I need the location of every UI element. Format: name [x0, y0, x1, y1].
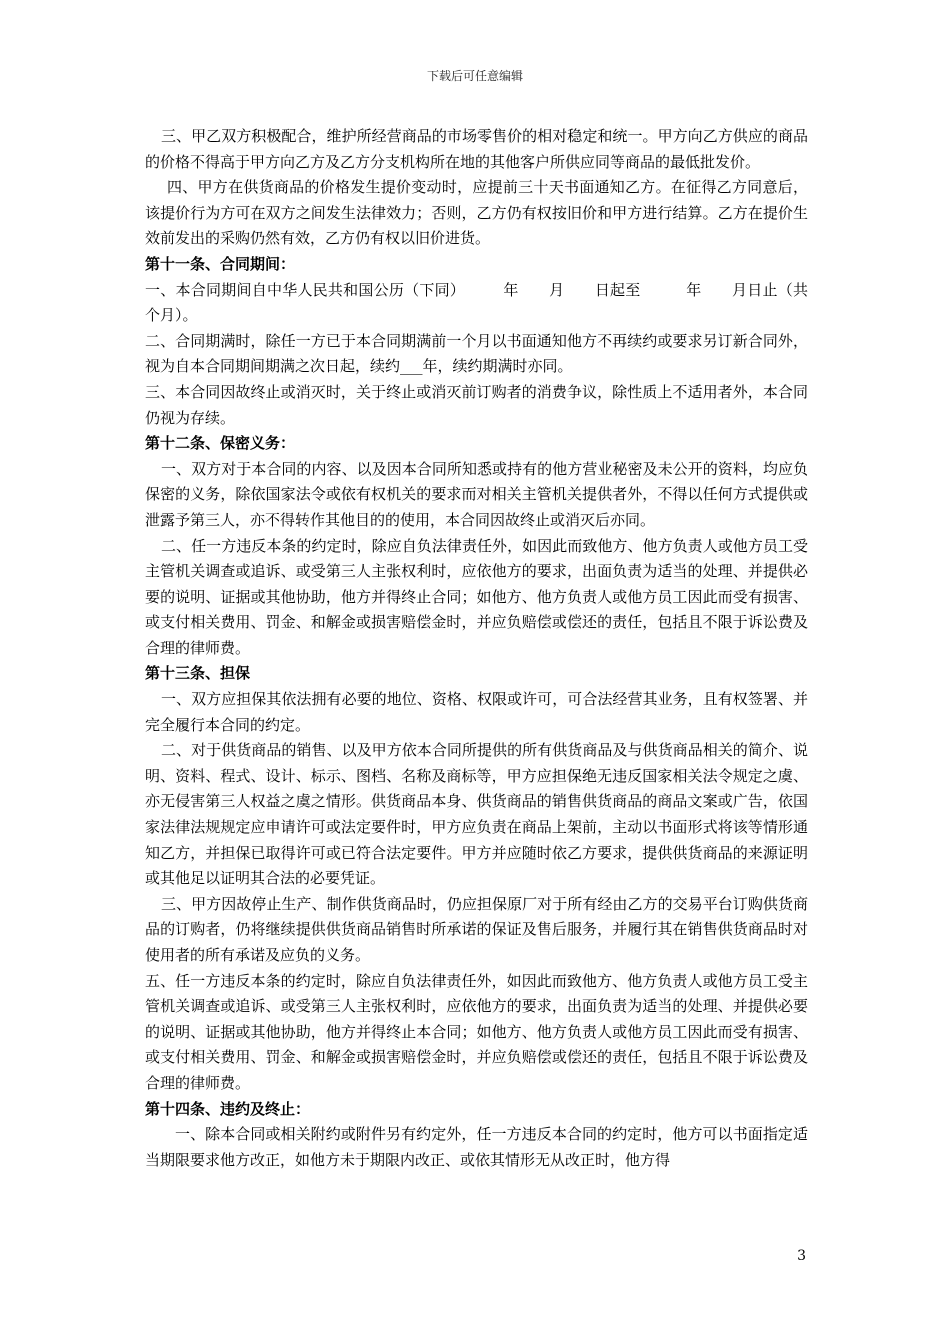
document-body: [145, 124, 824, 1173]
section-heading: 第十三条、担保: [145, 664, 251, 683]
paragraph: 五、任一方违反本条的约定时，除应自负法律责任外，如因此而致他方、他方负责人或他方员工受主管机关调查或追诉、或受第三人主张权利时，应依他方的要求，出面负责为适当的处理、并提供必要的说明、证据或其他协助，他方并得终止本合同；如他方、他方负责人或他方员工因此而受有损害、或支付相关费用、罚金、和解金或损害赔偿金时，并应负赔偿或偿还的责任，包括且不限于诉讼费及合理的律师费。: [145, 971, 808, 1092]
section-heading: 第十四条、违约及终止：: [145, 1099, 311, 1118]
page-header: 下载后可任意编辑: [426, 69, 523, 83]
paragraph: 三、本合同因故终止或消灭时，关于终止或消灭前订购者的消费争议，除性质上不适用者外，本合同仍视为存续。: [145, 382, 808, 427]
paragraph: 一、本合同期间自中华人民共和国公历（下同） 年 月 日起至 年 月日止（共 个月）。: [145, 280, 824, 325]
paragraph: 三、甲乙双方积极配合，维护所经营商品的市场零售价的相对稳定和统一。甲方向乙方供应的商品的价格不得高于甲方向乙方及乙方分支机构所在地的其他客户所供应同等商品的最低批发价。: [145, 127, 808, 171]
paragraph: 四、甲方在供货商品的价格发生提价变动时，应提前三十天书面通知乙方。在征得乙方同意后，该提价行为方可在双方之间发生法律效力；否则，乙方仍有权按旧价和甲方进行结算。乙方在提价生效前发出的采购仍然有效，乙方仍有权以旧价进货。: [145, 178, 808, 248]
paragraph: 二、对于供货商品的销售、以及甲方依本合同所提供的所有供货商品及与供货商品相关的简介、说明、资料、程式、设计、标示、图档、名称及商标等，甲方应担保绝无违反国家相关法令规定之虞、亦无侵害第三人权益之虞之情形。供货商品本身、供货商品的销售供货商品的商品文案或广告，依国家法律法规规定应申请许可或法定要件时，甲方应负责在商品上架前，主动以书面形式将该等情形通知乙方，并担保已取得许可或已符合法定要件。甲方并应随时依乙方要求，提供供货商品的来源证明或其他足以证明其合法的必要凭证。: [145, 741, 808, 888]
page-number: 3: [797, 1248, 806, 1264]
paragraph: 二、任一方违反本条的约定时，除应自负法律责任外，如因此而致他方、他方负责人或他方员工受主管机关调查或追诉、或受第三人主张权利时，应依他方的要求，出面负责为适当的处理、并提供必要的说明、证据或其他协助，他方并得终止合同；如他方、他方负责人或他方员工因此而受有损害、或支付相关费用、罚金、和解金或损害赔偿金时，并应负赔偿或偿还的责任，包括且不限于诉讼费及合理的律师费。: [145, 536, 808, 657]
section-heading: 第十二条、保密义务：: [145, 434, 296, 453]
paragraph: 二、合同期满时，除任一方已于本合同期满前一个月以书面通知他方不再续约或要求另订新合同外，视为自本合同期间期满之次日起，续约___年，续约期满时亦同。: [145, 331, 808, 376]
paragraph: 一、除本合同或相关附约或附件另有约定外，任一方违反本合同的约定时，他方可以书面指定适当期限要求他方改正，如他方未于期限内改正、或依其情形无从改正时，他方得: [145, 1125, 808, 1169]
paragraph: 三、甲方因故停止生产、制作供货商品时，仍应担保原厂对于所有经由乙方的交易平台订购供货商品的订购者，仍将继续提供供货商品销售时所承诺的保证及售后服务，并履行其在销售供货商品时对使用者的所有承诺及应负的义务。: [145, 894, 808, 964]
paragraph: 一、双方应担保其依法拥有必要的地位、资格、权限或许可，可合法经营其业务，且有权签署、并完全履行本合同的约定。: [145, 690, 808, 734]
section-heading: 第十一条、合同期间：: [145, 254, 296, 273]
paragraph: 一、双方对于本合同的内容、以及因本合同所知悉或持有的他方营业秘密及未公开的资料，均应负保密的义务，除依国家法令或依有权机关的要求而对相关主管机关提供者外，不得以任何方式提供或泄露予第三人，亦不得转作其他目的的使用，本合同因故终止或消灭后亦同。: [145, 459, 808, 529]
